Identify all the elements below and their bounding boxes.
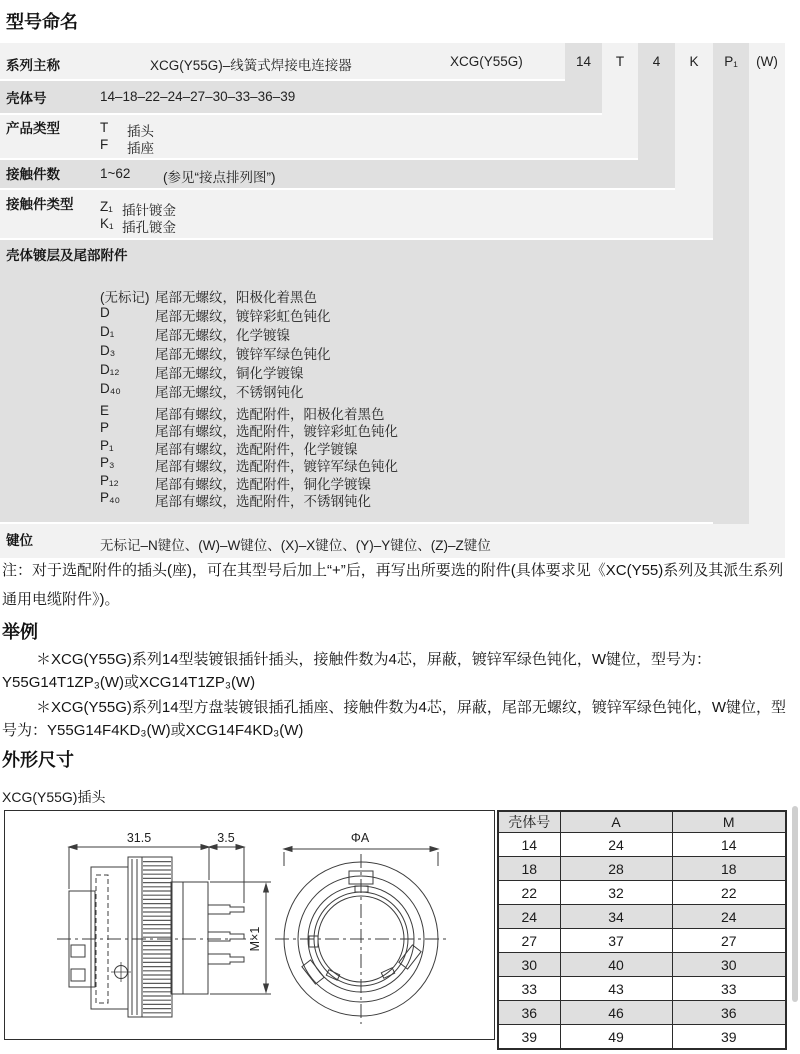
cell: 36	[498, 1001, 560, 1025]
cell: 14	[498, 833, 560, 857]
cell: 46	[560, 1001, 672, 1025]
key-value: 无标记–N键位、(W)–W键位、(X)–X键位、(Y)–Y键位、(Z)–Z键位	[100, 538, 491, 553]
cell: 40	[560, 953, 672, 977]
code-column-plating	[713, 43, 749, 524]
code-key: (W)	[756, 54, 778, 69]
connector-drawing	[5, 811, 493, 1038]
cell: 39	[672, 1025, 786, 1050]
plating-code: P₁	[100, 438, 114, 453]
plating-code: (无标记)	[100, 290, 150, 305]
code-count: 4	[652, 54, 661, 69]
plating-item	[100, 420, 398, 440]
code-column-contact	[675, 43, 713, 238]
plating-desc: 尾部无螺纹，化学镀镍	[155, 328, 290, 343]
cell: 18	[498, 857, 560, 881]
table-row	[498, 977, 786, 1001]
plating-desc: 尾部无螺纹，不锈钢钝化	[155, 385, 304, 400]
contact-desc: 插针镀金	[122, 203, 176, 218]
code-column-key	[749, 43, 785, 558]
table-row	[498, 857, 786, 881]
contact-label: 接触件类型	[6, 197, 74, 212]
dimensions-table	[497, 810, 787, 1050]
plating-code: D₄₀	[100, 381, 121, 396]
table-row	[498, 929, 786, 953]
cell: 18	[672, 857, 786, 881]
cell: 24	[498, 905, 560, 929]
table-row	[498, 905, 786, 929]
section-title-model-naming: 型号命名	[6, 12, 78, 32]
code-shell: 14	[575, 54, 592, 69]
table-row	[498, 881, 786, 905]
key-label: 键位	[6, 533, 33, 548]
cell: 32	[560, 881, 672, 905]
cell: 14	[672, 833, 786, 857]
dim-label-31-5: 31.5	[126, 831, 152, 845]
type-code: T	[100, 120, 109, 135]
plating-code: E	[100, 403, 110, 418]
shell-label: 壳体号	[6, 91, 47, 106]
plating-code: D	[100, 305, 110, 320]
plating-item	[100, 286, 317, 306]
table-row	[498, 1025, 786, 1050]
count-note: (参见“接点排列图”)	[163, 170, 276, 185]
cell: 33	[672, 977, 786, 1001]
cell: 22	[672, 881, 786, 905]
cell: 27	[672, 929, 786, 953]
plating-desc: 尾部有螺纹，选配附件，铜化学镀镍	[155, 477, 371, 492]
plating-item	[100, 381, 304, 401]
cell: 30	[672, 953, 786, 977]
code-plating: P₁	[724, 54, 738, 69]
plating-desc: 尾部无螺纹，镀锌彩虹色钝化	[155, 309, 331, 324]
cell: 22	[498, 881, 560, 905]
plating-code: P₃	[100, 455, 115, 470]
cell: 43	[560, 977, 672, 1001]
cell: 49	[560, 1025, 672, 1050]
col-header-m: M	[672, 811, 786, 833]
plating-label: 壳体镀层及尾部附件	[6, 248, 128, 263]
table-row	[498, 1001, 786, 1025]
row-band-type	[0, 115, 638, 158]
table-header-row	[498, 811, 786, 833]
dimensions-table-wrap	[497, 810, 787, 1050]
cell: 28	[560, 857, 672, 881]
diameter-label: ΦA	[350, 831, 370, 845]
contact-desc: 插孔镀金	[122, 220, 176, 235]
table-row	[498, 833, 786, 857]
type-desc: 插头	[127, 124, 154, 139]
cell: 37	[560, 929, 672, 953]
type-code: F	[100, 137, 109, 152]
series-desc: XCG(Y55G)–线簧式焊接电连接器	[150, 58, 352, 73]
plating-item	[100, 305, 331, 325]
plating-desc: 尾部无螺纹，铜化学镀镍	[155, 366, 304, 381]
cell: 27	[498, 929, 560, 953]
shell-values: 14–18–22–24–27–30–33–36–39	[100, 89, 296, 104]
plating-item	[100, 490, 371, 510]
series-code: XCG(Y55G)	[450, 54, 523, 69]
plating-desc: 尾部有螺纹，选配附件，镀锌彩虹色钝化	[155, 424, 398, 439]
table-row	[498, 953, 786, 977]
contact-item	[100, 216, 176, 236]
plating-code: P	[100, 420, 110, 435]
thread-label: M×1	[248, 926, 262, 952]
plating-desc: 尾部有螺纹，选配附件，化学镀镍	[155, 442, 358, 457]
cell: 33	[498, 977, 560, 1001]
code-type: T	[615, 54, 625, 69]
plating-item	[100, 324, 290, 344]
dim-label-3-5: 3.5	[217, 831, 235, 845]
cell: 34	[560, 905, 672, 929]
cell: 39	[498, 1025, 560, 1050]
cell: 24	[672, 905, 786, 929]
count-label: 接触件数	[6, 167, 60, 182]
type-desc: 插座	[127, 141, 154, 156]
contact-code: Z₁	[100, 199, 113, 214]
plating-desc: 尾部无螺纹，镀锌军绿色钝化	[155, 347, 331, 362]
type-label: 产品类型	[6, 121, 60, 136]
plating-desc: 尾部无螺纹，阳极化着黑色	[155, 290, 317, 305]
plating-code: D₃	[100, 343, 116, 358]
plating-code: D₁₂	[100, 362, 120, 377]
plating-code: D₁	[100, 324, 115, 339]
plating-desc: 尾部有螺纹，选配附件，不锈钢钝化	[155, 494, 371, 509]
plating-desc: 尾部有螺纹，选配附件，镀锌军绿色钝化	[155, 459, 398, 474]
cell: 30	[498, 953, 560, 977]
col-header-shell: 壳体号	[498, 811, 560, 833]
plating-code: P₁₂	[100, 473, 119, 488]
plating-code: P₄₀	[100, 490, 121, 505]
example-item: ＊XCG(Y55G)系列14型装镀银插针插头，接触件数为4芯，屏蔽，镀锌军绿色钝化，W键位，型号为：Y55G14T1ZP₃(W)或XCG14T1ZP₃(W)	[2, 651, 712, 691]
cell: 36	[672, 1001, 786, 1025]
note-paragraph: 注：对于选配附件的插头(座)，可在其型号后加上“+”后，再写出所要选的附件(具体要求见《XC(Y55)系列及其派生系列通用电缆附件》)。	[2, 562, 784, 608]
scrollbar-thumb[interactable]	[792, 806, 798, 1002]
section-title-examples: 举例	[2, 622, 38, 642]
plating-item	[100, 362, 304, 382]
technical-drawing-box	[4, 810, 495, 1040]
count-value: 1~62	[100, 166, 131, 181]
contact-code: K₁	[100, 216, 114, 231]
code-contact: K	[689, 54, 699, 69]
col-header-a: A	[560, 811, 672, 833]
cell: 24	[560, 833, 672, 857]
series-label: 系列主称	[6, 58, 60, 73]
plating-desc: 尾部有螺纹，选配附件，阳极化着黑色	[155, 407, 385, 422]
row-band-shell	[0, 81, 602, 113]
example-item: ＊XCG(Y55G)系列14型方盘装镀银插孔插座、接触件数为4芯，屏蔽，尾部无螺纹，镀锌军绿色钝化，W键位，型号为：Y55G14F4KD₃(W)或XCG14F4KD₃(W)	[2, 699, 787, 739]
type-item	[100, 137, 154, 157]
plating-item	[100, 343, 331, 363]
outline-subtitle: XCG(Y55G)插头	[2, 789, 106, 805]
section-title-outline: 外形尺寸	[2, 750, 74, 770]
plating-item	[100, 455, 398, 475]
